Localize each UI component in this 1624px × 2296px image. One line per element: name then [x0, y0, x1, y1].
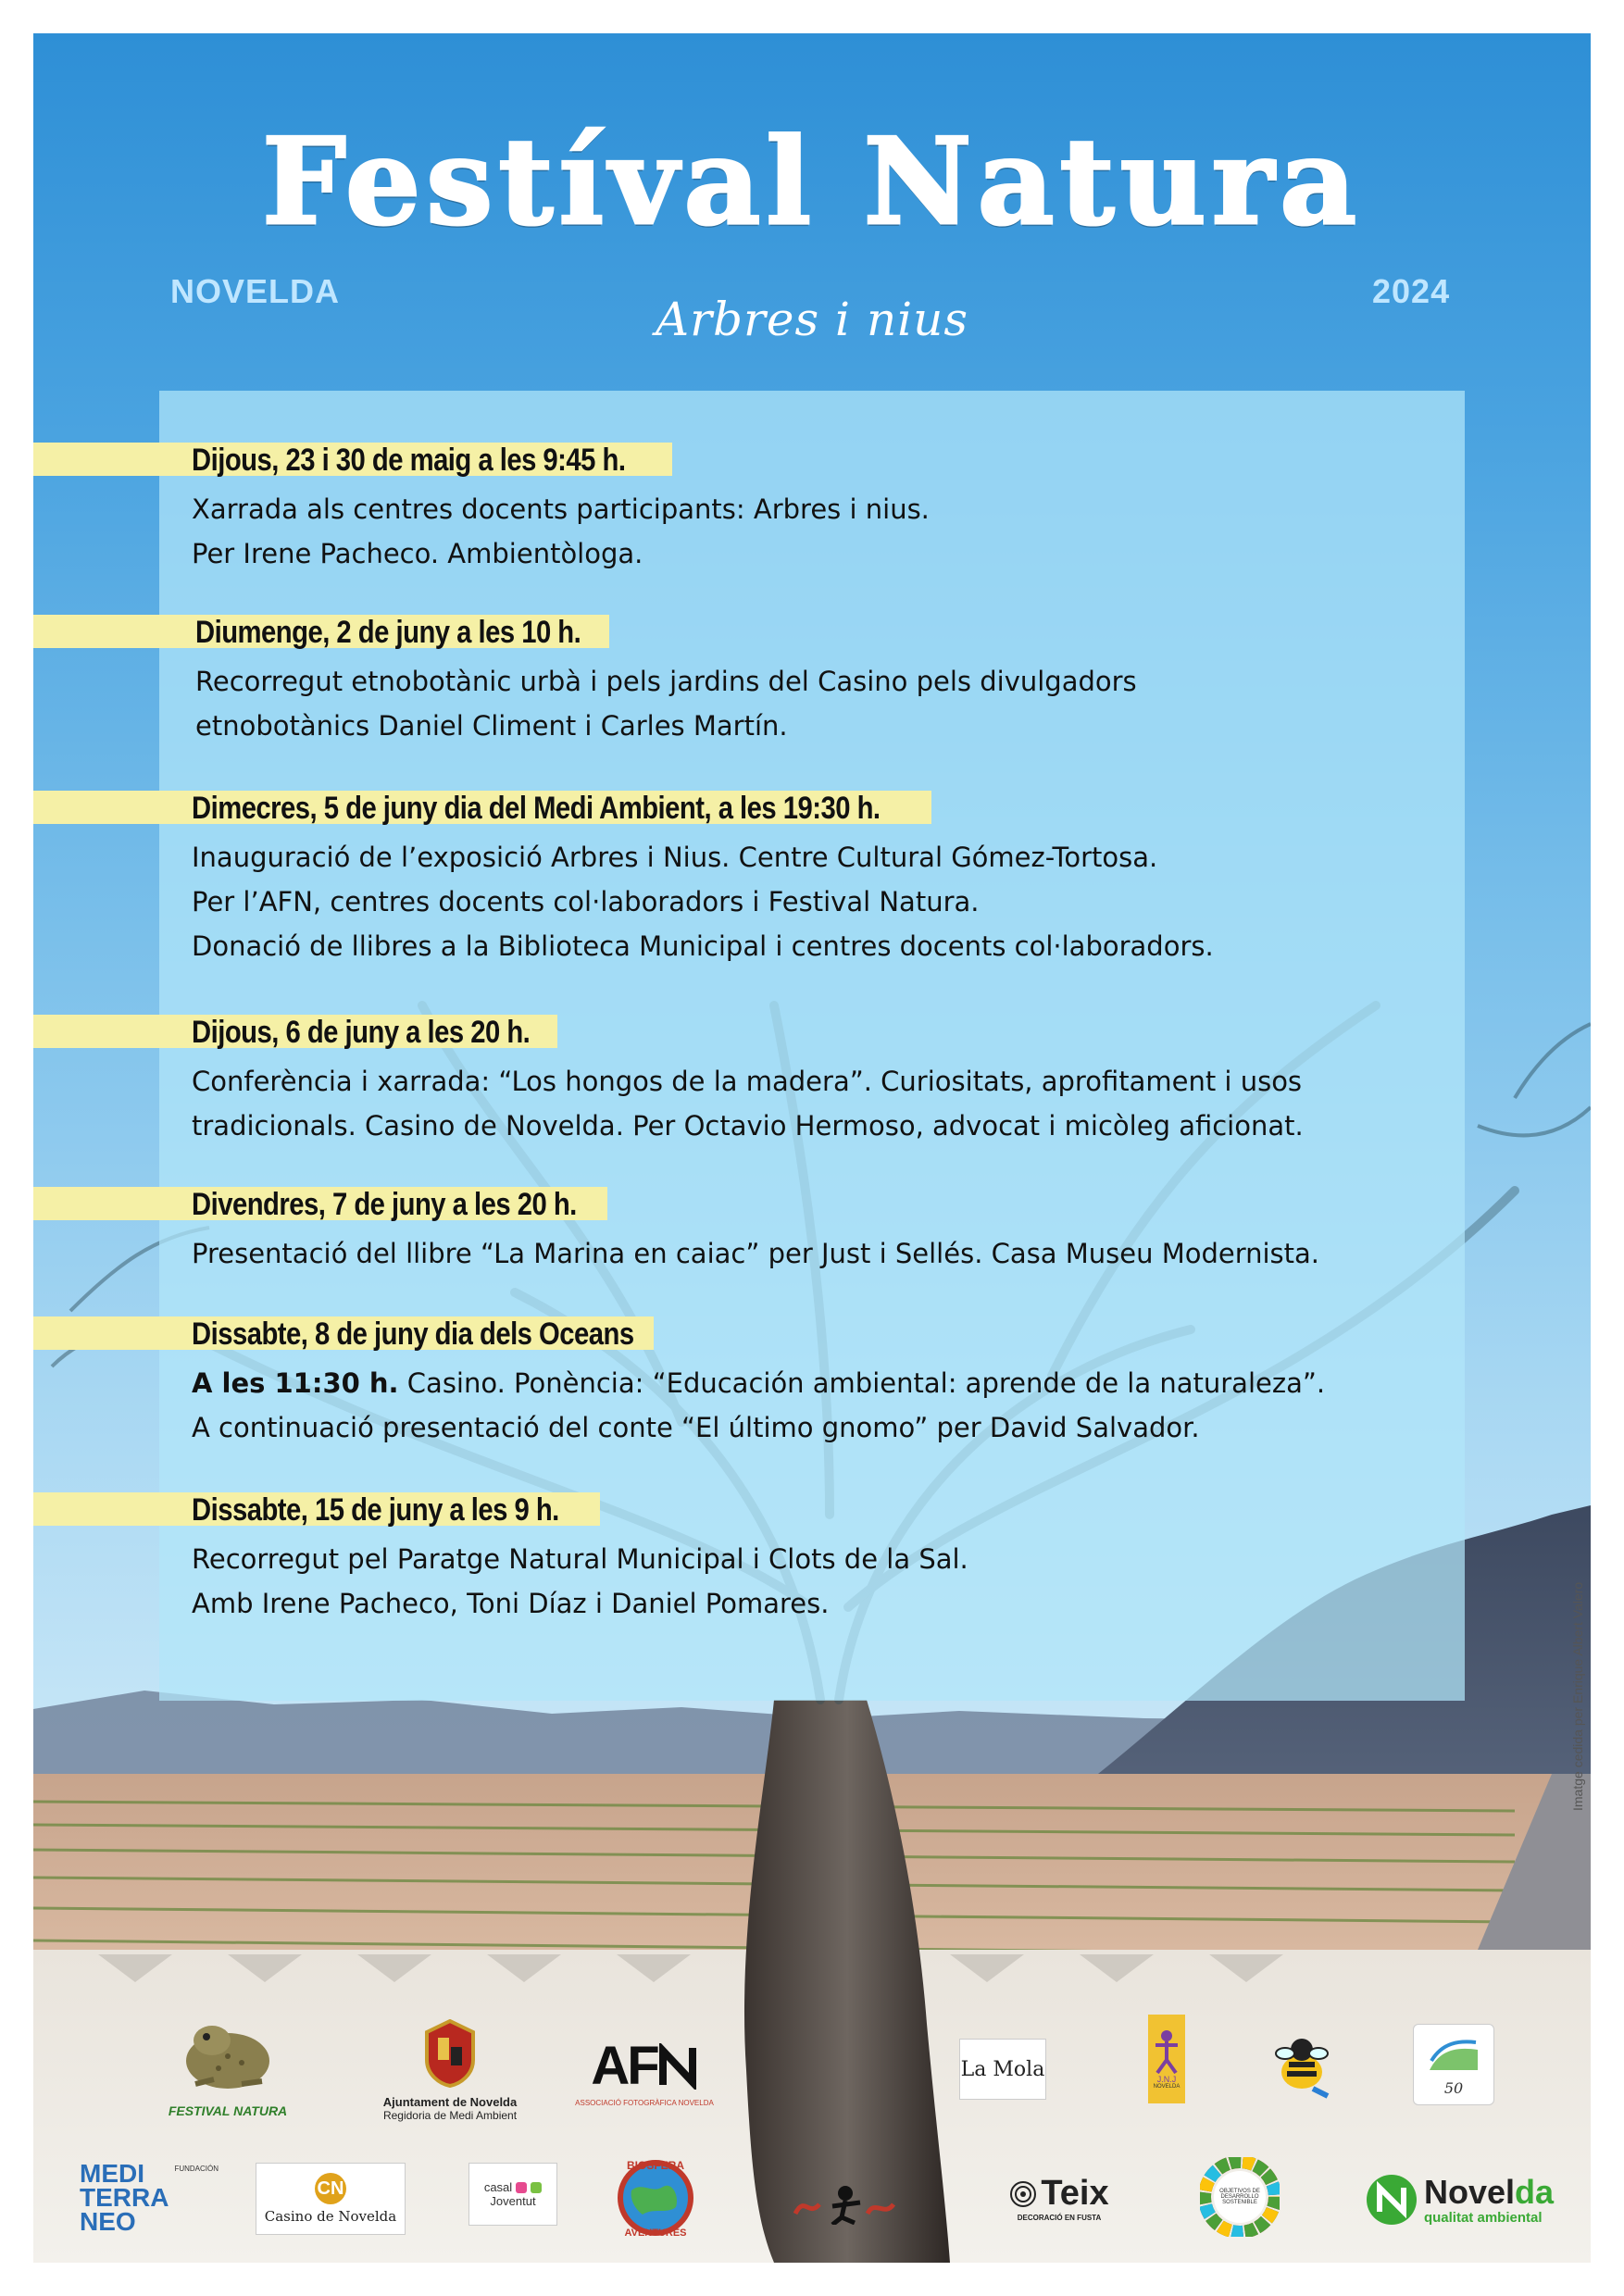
afn-logo — [570, 2020, 718, 2122]
ods-label: OBJETIVOS DE DESARROLLO SOSTENIBLE — [1219, 2189, 1260, 2205]
la-mola-logo — [959, 2039, 1046, 2100]
la-mola-label: La Mola — [960, 2057, 1045, 2081]
casino-mark: CN — [315, 2173, 346, 2204]
event-description — [192, 1059, 1304, 1148]
novelda-qualitat-logo — [1350, 2163, 1568, 2237]
biosfera-label: BIOSFERA — [626, 2159, 684, 2172]
coat-of-arms-icon — [418, 2019, 482, 2088]
city-label: NOVELDA — [170, 272, 341, 310]
teix-logo — [994, 2163, 1124, 2233]
year-label: 2024 — [1372, 272, 1451, 310]
description-line: Donació de llibres a la Biblioteca Municipal i centres docents col·laboradors. — [192, 930, 1214, 962]
poster — [33, 33, 1591, 2263]
ajuntament-label: Ajuntament de Novelda — [382, 2094, 518, 2109]
qualitat-ambiental-label: qualitat ambiental — [1423, 2209, 1543, 2226]
tree-ring-icon — [1009, 2180, 1037, 2208]
description-line: etnobotànics Daniel Climent i Carles Martín. — [195, 710, 788, 742]
bee-mascot-logo — [1265, 2029, 1339, 2103]
description-line: Conferència i xarrada: “Los hongos de la madera”. Curiositats, aprofitament i usos — [192, 1066, 1303, 1097]
event-date: Dissabte, 15 de juny a les 9 h. — [192, 1492, 559, 1528]
description-line — [192, 1361, 1325, 1405]
photo-credit: Imatge cedida per Enrique Albert Valero — [1570, 1581, 1585, 1811]
teix-sublabel: DECORACIÓ EN FUSTA — [1017, 2214, 1102, 2222]
event-date: Dijous, 6 de juny a les 20 h. — [192, 1015, 531, 1050]
event-description — [195, 659, 1137, 748]
casal-joventut-logo — [468, 2163, 557, 2226]
event-date: Dimecres, 5 de juny dia del Medi Ambient, a les 19:30 h. — [192, 791, 881, 826]
bee-icon — [1267, 2031, 1337, 2102]
event-date: Divendres, 7 de juny a les 20 h. — [192, 1187, 577, 1222]
festival-subtitle: Arbres i nius — [656, 293, 968, 346]
jnj-sublabel: NOVELDA — [1153, 2084, 1181, 2090]
fundacion-label: FUNDACIÓN — [174, 2165, 219, 2173]
biosfera-aventures-logo — [609, 2152, 702, 2244]
joventut-label: Joventut — [490, 2194, 536, 2208]
description-text: Casino. Ponència: “Educación ambiental: aprende de la naturaleza”. — [398, 1367, 1326, 1399]
novelda-n-icon — [1365, 2173, 1418, 2227]
description-line: A continuació presentació del conte “El último gnomo” per David Salvador. — [192, 1412, 1200, 1443]
fundacion-mediterraneo-logo — [80, 2155, 237, 2240]
description-line: Recorregut pel Paratge Natural Municipal i Clots de la Sal. — [192, 1543, 968, 1575]
toad-icon — [177, 2005, 279, 2098]
festival-natura-label: FESTIVAL NATURA — [168, 2103, 288, 2118]
event-date: Dijous, 23 i 30 de maig a les 9:45 h. — [192, 443, 626, 478]
festival-natura-logo — [144, 1983, 311, 2140]
event-description — [192, 1231, 1319, 1276]
festival-title: Festíval Natura — [261, 113, 1363, 252]
anniversary-number: 50 — [1443, 2078, 1464, 2097]
el-teatre-logo — [783, 2168, 904, 2233]
description-line: Presentació del llibre “La Marina en caiac” per Just i Sellés. Casa Museu Modernista. — [192, 1238, 1320, 1269]
casino-label: Casino de Novelda — [264, 2208, 397, 2225]
speech-bubble-icon — [516, 2182, 527, 2193]
person-icon — [1153, 2028, 1181, 2075]
event-description — [192, 1361, 1325, 1450]
jnj-logo — [1148, 2015, 1185, 2103]
casino-novelda-logo — [256, 2163, 406, 2235]
teix-label: Teix — [1041, 2174, 1109, 2213]
description-line: Per l’AFN, centres docents col·laboradors i Festival Natura. — [192, 886, 980, 917]
event-description — [192, 835, 1214, 968]
novelda-text-green: da — [1515, 2172, 1555, 2211]
landscape-emblem-icon — [1426, 2033, 1481, 2079]
description-line: Per Irene Pacheco. Ambientòloga. — [192, 538, 643, 569]
bold-time: A les 11:30 h. — [192, 1367, 399, 1399]
afn-n-icon — [657, 2043, 698, 2090]
description-line: Recorregut etnobotànic urbà i pels jardins del Casino pels divulgadors — [195, 666, 1137, 697]
afn-mark: AF — [591, 2036, 657, 2096]
speech-bubble-icon — [531, 2182, 542, 2193]
mediterraneo-line-1: MEDI — [80, 2159, 144, 2188]
event-date: Dissabte, 8 de juny dia dels Oceans — [192, 1316, 634, 1352]
event-description — [192, 1537, 968, 1626]
ajuntament-sublabel: Regidoria de Medi Ambient — [382, 2108, 518, 2122]
event-description — [192, 487, 930, 576]
aventures-label: AVENTURES — [624, 2227, 687, 2239]
ajuntament-logo — [348, 2005, 552, 2135]
ods-logo — [1198, 2155, 1281, 2239]
description-line: Inauguració de l’exposició Arbres i Nius. Centre Cultural Gómez-Tortosa. — [192, 842, 1158, 873]
mediterraneo-line-2: TERRA — [80, 2183, 169, 2212]
description-line: Xarrada als centres docents participants: Arbres i nius. — [192, 493, 930, 525]
event-date: Diumenge, 2 de juny a les 10 h. — [195, 615, 581, 650]
jnj-label: J.N.J — [1156, 2075, 1177, 2084]
afn-sublabel: ASSOCIACIÓ FOTOGRÀFICA NOVELDA — [575, 2099, 714, 2107]
casal-label: casal — [483, 2180, 513, 2194]
description-line: tradicionals. Casino de Novelda. Per Octavio Hermoso, advocat i micòleg aficionat. — [192, 1110, 1304, 1142]
novelda-text: Novel — [1423, 2172, 1516, 2211]
description-line: Amb Irene Pacheco, Toni Díaz i Daniel Pomares. — [192, 1588, 830, 1619]
anniversary-50-logo — [1413, 2024, 1494, 2105]
mediterraneo-line-3: NEO — [80, 2207, 136, 2236]
